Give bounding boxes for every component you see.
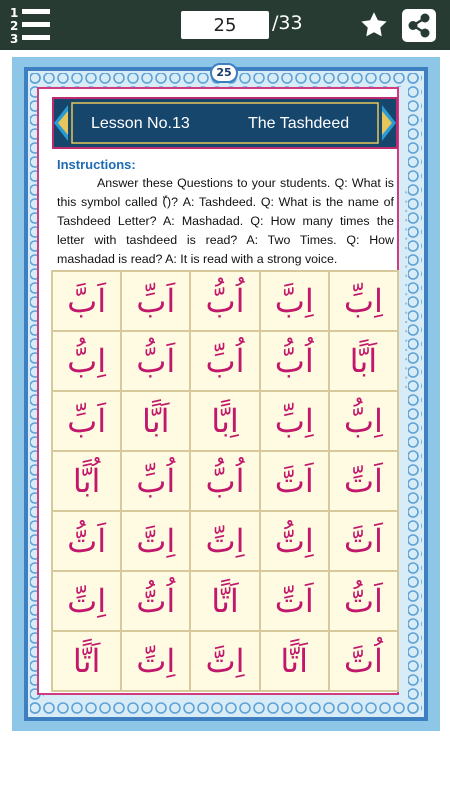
lesson-title: The Tashdeed xyxy=(248,115,350,132)
top-toolbar xyxy=(0,0,450,50)
letter-cell[interactable]: اِبُّ xyxy=(53,332,120,390)
letter-cell[interactable]: اَتُّ xyxy=(53,512,120,570)
letter-cell[interactable]: اُتُّ xyxy=(122,572,189,630)
letter-cell[interactable]: اِبُّ xyxy=(330,392,397,450)
instructions-heading: Instructions: xyxy=(57,157,136,172)
letter-cell[interactable]: اِتَّ xyxy=(191,632,258,690)
letter-cell[interactable]: اِتِّ xyxy=(53,572,120,630)
letter-cell[interactable]: اَتَّ xyxy=(261,452,328,510)
letter-cell[interactable]: اُبُّ xyxy=(191,452,258,510)
letter-cell[interactable]: اَتًّا xyxy=(261,632,328,690)
letter-cell[interactable]: اَبِّ xyxy=(53,392,120,450)
letter-cell[interactable]: اَبَّ xyxy=(53,272,120,330)
letter-cell[interactable]: اُبُّ xyxy=(261,332,328,390)
letter-cell[interactable]: اَبُّ xyxy=(122,332,189,390)
lesson-banner xyxy=(52,97,398,149)
letter-cell[interactable]: اُبِّ xyxy=(122,452,189,510)
letter-cell[interactable]: اِتِّ xyxy=(191,512,258,570)
letter-cell[interactable]: اَتًّا xyxy=(53,632,120,690)
page-number-badge: 25 xyxy=(210,63,238,83)
lesson-number: Lesson No.13 xyxy=(91,115,190,132)
numbered-list-icon xyxy=(8,4,52,46)
letter-cell[interactable]: اَتًّا xyxy=(191,572,258,630)
letter-grid xyxy=(51,270,399,692)
letter-cell[interactable]: اَبًّا xyxy=(330,332,397,390)
svg-text:1: 1 xyxy=(10,6,19,20)
letter-cell[interactable]: اِبِّ xyxy=(330,272,397,330)
letter-cell[interactable]: اِبًّا xyxy=(191,392,258,450)
letter-cell[interactable]: اِبَّ xyxy=(261,272,328,330)
share-button[interactable] xyxy=(402,9,436,42)
page-total-label: /33 xyxy=(272,12,303,34)
letter-cell[interactable]: اِتُّ xyxy=(261,512,328,570)
bookmark-button[interactable] xyxy=(358,10,390,40)
svg-text:3: 3 xyxy=(10,32,19,46)
letter-cell[interactable]: اُبُّ xyxy=(191,272,258,330)
letter-cell[interactable]: اَبًّا xyxy=(122,392,189,450)
letter-cell[interactable]: اُبِّ xyxy=(191,332,258,390)
letter-cell[interactable]: اُتَّ xyxy=(330,632,397,690)
letter-cell[interactable]: اَتِّ xyxy=(330,452,397,510)
star-icon xyxy=(358,10,390,40)
svg-text:2: 2 xyxy=(10,19,19,33)
letter-cell[interactable]: اَتِّ xyxy=(261,572,328,630)
letter-cell[interactable]: اِتِّ xyxy=(122,632,189,690)
instructions-text: Answer these Questions to your students. Q: What is this symbol called (ّ)? A: Tashdeed. Q: What is the name of Tashdeed Letter? A: Mashadad. Q: How many times the letter with tashdeed is read? A: Two Times. Q: How mashadad is read? A: It is read with a strong voice. xyxy=(57,176,394,266)
letter-cell[interactable]: اِبِّ xyxy=(261,392,328,450)
letter-cell[interactable]: اَتَّ xyxy=(330,512,397,570)
table-of-contents-button[interactable] xyxy=(8,4,52,46)
share-icon xyxy=(402,9,436,42)
page-number-input[interactable] xyxy=(181,11,269,39)
letter-cell[interactable]: اَتُّ xyxy=(330,572,397,630)
letter-cell[interactable]: اُبًّا xyxy=(53,452,120,510)
letter-cell[interactable]: اِتَّ xyxy=(122,512,189,570)
letter-cell[interactable]: اَبِّ xyxy=(122,272,189,330)
border-watermark-right: • • • • • • • • • • • • • • • • • • • • • • xyxy=(401,190,410,391)
